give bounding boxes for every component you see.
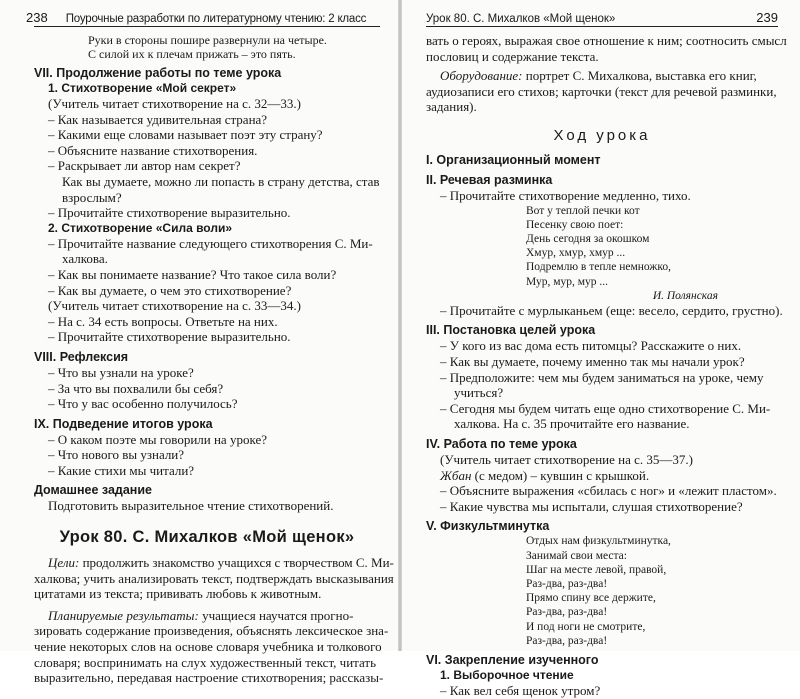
right-page: [402, 0, 800, 698]
right-header: [426, 10, 778, 27]
text-line: халкова.: [62, 251, 108, 267]
verse-line: Раз-два, раз-два!: [526, 577, 608, 590]
text-line: словаря; воспринимать на слух художественный текст, читать: [34, 654, 377, 670]
verse-line: Руки в стороны пошире развернули на четыре.: [88, 33, 327, 47]
equipment-line: [426, 68, 778, 84]
text-line: – Как вел себя щенок утром?: [440, 682, 601, 698]
section-heading: IV. Работа по теме урока: [426, 436, 577, 451]
text-line: – Что нового вы узнали?: [48, 447, 185, 463]
definition: (с медом) – кувшин с крышкой.: [471, 467, 650, 483]
text-line: – Как называется удивительная страна?: [48, 111, 268, 127]
text-line: учиться?: [454, 385, 504, 401]
verse-line: Занимай свои места:: [526, 549, 627, 562]
text-line: – Сегодня мы будем читать еще одно стихотворение С. Ми-: [440, 400, 771, 416]
verse-line: Хмур, хмур, хмур ...: [526, 247, 626, 260]
results-line: [34, 608, 380, 624]
subsection-heading: 1. Стихотворение «Мой секрет»: [48, 81, 237, 95]
text-line: Подготовить выразительное чтение стихотворений.: [48, 498, 334, 514]
text-line: – О каком поэте мы говорили на уроке?: [48, 431, 267, 447]
verse-line: С силой их к плечам прижать – это пять.: [88, 47, 296, 61]
section-heading: IX. Подведение итогов урока: [34, 416, 213, 431]
text-line: – Объясните выражения «сбилась с ног» и «лежит пластом».: [440, 483, 777, 499]
section-heading: V. Физкультминутка: [426, 519, 550, 534]
running-title: Поурочные разработки по литературному чтению: 2 класс: [65, 13, 367, 25]
section-heading: VII. Продолжение работы по теме урока: [34, 66, 282, 80]
section-heading: VI. Закрепление изученного: [426, 652, 599, 667]
goals-line: [34, 555, 394, 571]
text-line: – Какими еще словами называет поэт эту страну?: [48, 127, 323, 143]
equipment-text: портрет С. Михалкова, выставка его книг,: [522, 68, 757, 84]
running-title: Урок 80. С. Михалков «Мой щенок»: [426, 13, 616, 25]
subsection-heading: 2. Стихотворение «Сила воли»: [48, 220, 233, 235]
section-heading: VIII. Рефлексия: [34, 349, 129, 364]
verse-author: И. Полянская: [652, 289, 718, 302]
goals-label: Цели:: [48, 555, 80, 571]
text-line: взрослым?: [62, 189, 122, 205]
lesson-title: Урок 80. С. Михалков «Мой щенок»: [59, 528, 355, 547]
term: Жбан: [440, 467, 472, 483]
text-line: (Учитель читает стихотворение на с. 32—33.): [48, 96, 301, 111]
text-line: – На с. 34 есть вопросы. Ответьте на них.: [48, 313, 278, 329]
left-header: [26, 10, 380, 27]
text-line: (Учитель читает стихотворение на с. 35—37.): [440, 451, 693, 467]
text-line: – Как вы думаете, почему именно так мы начали урок?: [440, 353, 745, 369]
verse-line: Мур, мур, мур ...: [526, 275, 608, 288]
text-line: задания).: [426, 99, 477, 115]
text-line: – Как вы думаете, о чем это стихотворение?: [48, 282, 292, 298]
text-line: – Прочитайте стихотворение медленно, тихо.: [440, 187, 691, 203]
text-line: халкова. На с. 35 прочитайте его название.: [454, 416, 690, 432]
section-heading: I. Организационный момент: [426, 152, 601, 167]
verse-line: Вот у теплой печки кот: [526, 204, 640, 217]
text-line: вать о героях, выражая свое отношение к ним; соотносить смысл: [426, 33, 787, 48]
text-line: – Предположите: чем мы будем заниматься на уроке, чему: [440, 369, 764, 385]
page-number: 238: [26, 10, 48, 25]
verse-line: Раз-два, раз-два!: [526, 634, 608, 647]
verse-line: И под ноги не смотрите,: [526, 620, 646, 633]
verse-line: Шаг на месте левой, правой,: [526, 563, 667, 576]
text-line: – Что у вас особенно получилось?: [48, 396, 238, 412]
text-line: пословиц и содержание текста.: [426, 48, 599, 64]
text-line: Как вы думаете, можно ли попасть в страну детства, став: [62, 173, 380, 189]
text-line: – Как вы понимаете название? Что такое сила воли?: [48, 266, 337, 282]
section-heading: II. Речевая разминка: [426, 172, 553, 187]
definition-line: [426, 468, 778, 484]
left-page: [0, 0, 398, 686]
text-line: – Прочитайте название следующего стихотворения С. Ми-: [48, 235, 373, 251]
verse-line: Песенку свою поет:: [526, 218, 624, 231]
verse-line: Прямо спину все держите,: [526, 592, 656, 605]
results-text: учащиеся научатся прогно-: [198, 607, 354, 623]
text-line: – Прочитайте с мурлыканьем (еще: весело, сердито, грустно).: [440, 302, 783, 318]
text-line: – Объясните название стихотворения.: [48, 142, 258, 158]
text-line: – Раскрывает ли автор нам секрет?: [48, 158, 241, 174]
text-line: зировать содержание произведения, объяснять лексическое зна-: [34, 623, 389, 639]
text-line: аудиозаписи его стихов; карточки (текст для речевой разминки,: [426, 83, 777, 99]
text-line: (Учитель читает стихотворение на с. 33—34.): [48, 298, 301, 314]
text-line: – Что вы узнали на уроке?: [48, 364, 194, 380]
text-line: – Прочитайте стихотворение выразительно.: [48, 205, 291, 221]
text-line: цитатами из текста; прививать любовь к животным.: [34, 586, 322, 602]
section-heading: Домашнее задание: [34, 483, 152, 498]
verse-line: Раз-два, раз-два!: [526, 606, 608, 619]
course-title: Ход урока: [553, 126, 651, 144]
text-line: – Какие стихи мы читали?: [48, 462, 195, 478]
text-line: – Какие чувства мы испытали, слушая стихотворение?: [440, 498, 743, 514]
subsection-heading: 1. Выборочное чтение: [440, 667, 574, 682]
verse-line: Подремлю в тепле немножко,: [526, 261, 671, 274]
text-line: – У кого из вас дома есть питомцы? Расскажите о них.: [440, 338, 742, 354]
text-line: – Прочитайте стихотворение выразительно.: [48, 329, 291, 345]
verse-line: День сегодня за окошком: [526, 232, 650, 245]
section-heading: III. Постановка целей урока: [426, 323, 596, 338]
text-line: выразительно, передавая настроение стихотворения; рассказы-: [34, 670, 384, 686]
text-line: чение некоторых слов на основе словаря учебника и толкового: [34, 639, 382, 655]
text-line: халкова; учить анализировать текст, подтверждать высказывания: [34, 570, 394, 586]
equipment-label: Оборудование:: [440, 68, 523, 84]
page-number: 239: [756, 10, 778, 25]
goals-text: продолжить знакомство учащихся с творчеством С. Ми-: [79, 555, 394, 571]
text-line: – За что вы похвалили бы себя?: [48, 380, 224, 396]
results-label: Планируемые результаты:: [48, 607, 199, 623]
verse-line: Отдых нам физкультминутка,: [526, 535, 671, 548]
